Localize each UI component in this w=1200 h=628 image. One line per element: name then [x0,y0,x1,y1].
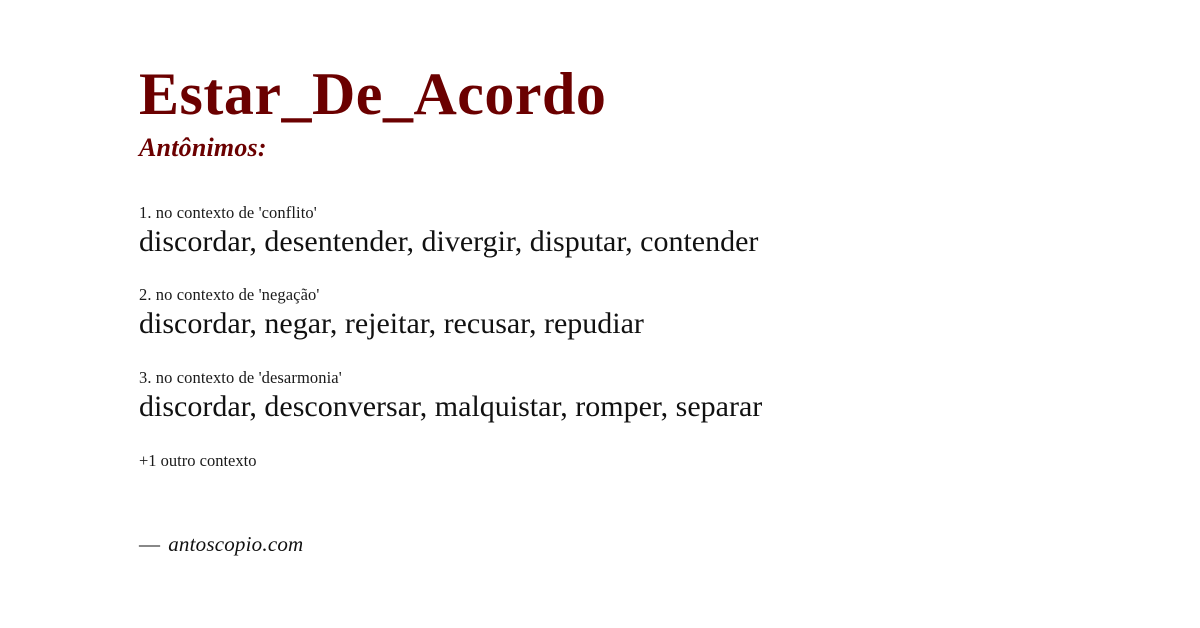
page-title: Estar_De_Acordo [139,61,607,127]
source-attribution [139,532,303,557]
sense-list [139,203,1140,426]
sense-entry [139,285,1140,343]
sense-entry [139,368,1140,426]
em-dash-icon: — [139,532,161,556]
source-label: antoscopio.com [168,532,304,556]
sense-context-label: 2. no contexto de 'negação' [139,285,320,305]
sense-entry [139,203,1140,261]
sense-synonyms: discordar, negar, rejeitar, recusar, repudiar [139,307,644,341]
sense-synonyms: discordar, desentender, divergir, disputar, contender [139,224,759,258]
sense-context-label: 3. no contexto de 'desarmonia' [139,367,342,387]
sense-synonyms: discordar, desconversar, malquistar, romper, separar [139,389,763,423]
more-contexts-note: +1 outro contexto [139,450,257,470]
page-subtitle: Antônimos: [139,132,267,162]
sense-context-label: 1. no contexto de 'conflito' [139,202,317,222]
